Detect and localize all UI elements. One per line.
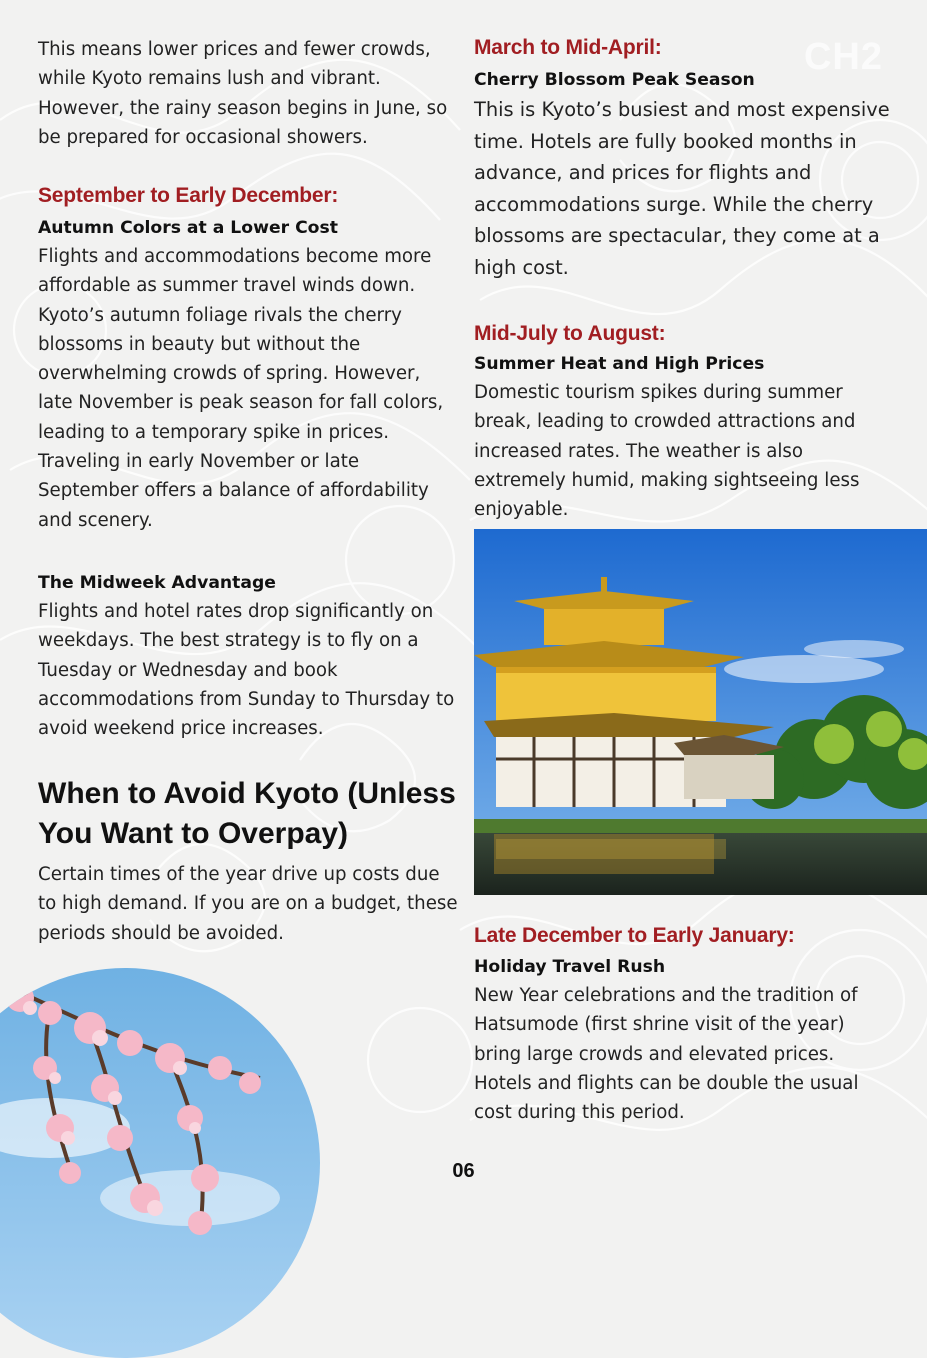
spring-subheading: Cherry Blossom Peak Season: [474, 70, 755, 90]
holiday-paragraph: New Year celebrations and the tradition of Hatsumode (first shrine visit of the year) bring large crowds and elevated prices. Hotels and flights can be double the usual cost during this period.: [474, 985, 859, 1124]
holiday-section: [474, 922, 894, 1127]
summer-section: [474, 320, 894, 524]
autumn-subheading: Autumn Colors at a Lower Cost: [38, 218, 338, 238]
page-number: 06: [452, 1160, 475, 1182]
avoid-heading: When to Avoid Kyoto (Unless You Want to Overpay): [38, 777, 456, 850]
autumn-paragraph: Flights and accommodations become more affordable as summer travel winds down. Kyoto’s autumn foliage rivals the cherry blossoms in beauty but without the overwhelming crowds of spring. However, late November is peak season for fall colors, leading to a temporary spike in prices. Traveling in early November or late September offers a balance of affordability and scenery.: [38, 246, 444, 531]
summer-subheading: Summer Heat and High Prices: [474, 354, 765, 374]
midweek-section: [38, 569, 458, 743]
midweek-subheading: The Midweek Advantage: [38, 573, 276, 593]
spring-heading: March to Mid-April:: [474, 36, 662, 59]
midweek-paragraph: Flights and hotel rates drop significantly on weekdays. The best strategy is to fly on a Tuesday or Wednesday and book accommodations from Sunday to Thursday to avoid weekend price increases.: [38, 601, 455, 740]
avoid-paragraph: Certain times of the year drive up costs due to high demand. If you are on a budget, these periods should be avoided.: [38, 864, 458, 944]
holiday-subheading: Holiday Travel Rush: [474, 957, 666, 977]
autumn-section: [38, 182, 458, 535]
golden-pavilion-photo: [474, 529, 927, 895]
summer-paragraph: Domestic tourism spikes during summer break, leading to crowded attractions and increased rates. The weather is also extremely humid, making sightseeing less enjoyable.: [474, 382, 860, 521]
avoid-section: [38, 774, 458, 948]
spring-paragraph: This is Kyoto’s busiest and most expensive time. Hotels are fully booked months in advance, and prices for flights and accommodations surge. While the cherry blossoms are spectacular, they come at a high cost.: [474, 98, 890, 279]
spring-section: [474, 34, 894, 283]
chapter-watermark: CH2: [803, 36, 883, 78]
intro-block: [38, 35, 458, 152]
summer-heading: Mid-July to August:: [474, 322, 666, 345]
intro-paragraph: This means lower prices and fewer crowds, while Kyoto remains lush and vibrant. However, the rainy season begins in June, so be prepared for occasional showers.: [38, 39, 448, 148]
autumn-heading: September to Early December:: [38, 184, 339, 207]
holiday-heading: Late December to Early January:: [474, 924, 795, 947]
